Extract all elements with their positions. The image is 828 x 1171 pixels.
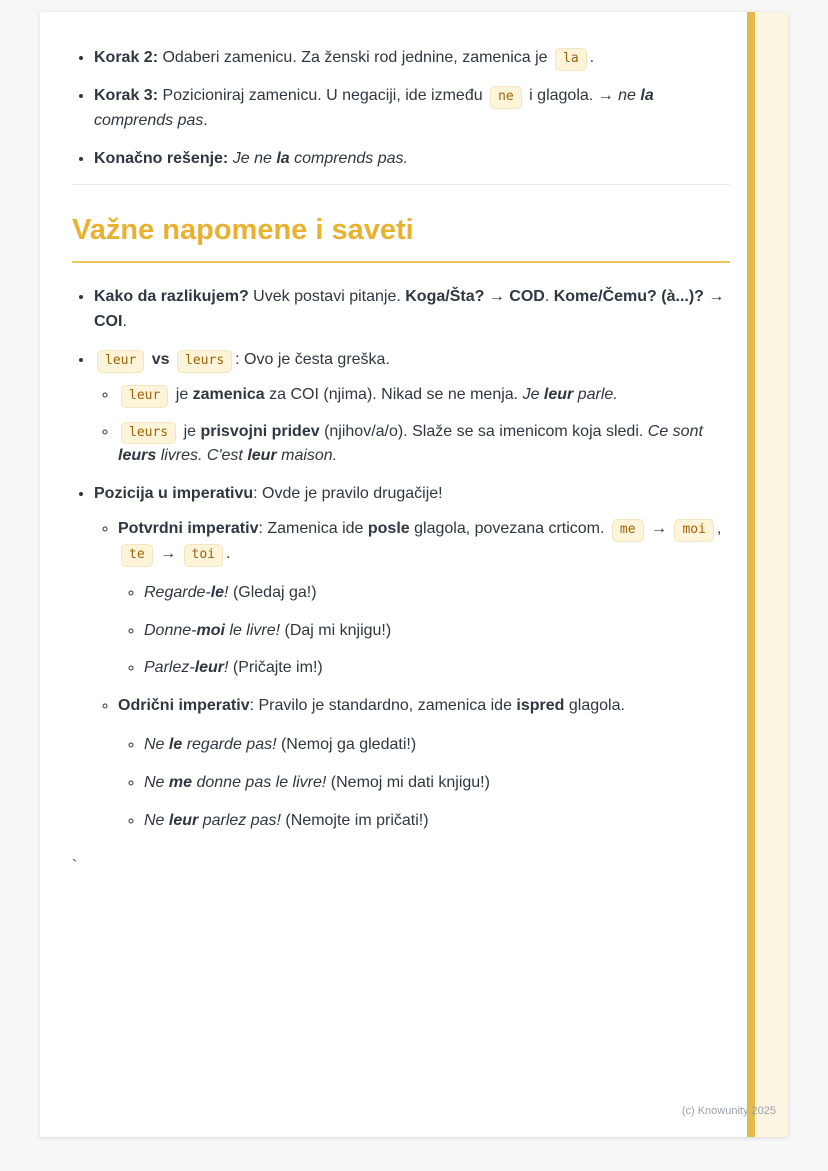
text-segment: Ne: [144, 811, 169, 829]
inline-code: leurs: [121, 422, 176, 445]
list-item-text: [94, 485, 443, 502]
text-segment: (njihov/a/o). Slaže se sa imenicom koja sledi.: [319, 422, 648, 440]
text-segment: (Pričajte im!): [228, 659, 323, 677]
text-segment: glagola, povezana crticom.: [409, 520, 609, 538]
text-segment: le livre!: [224, 621, 281, 639]
text-segment: la: [276, 149, 290, 167]
list-item: [118, 517, 730, 681]
list-item-text: [118, 697, 625, 714]
text-segment: livres. C'est: [156, 447, 248, 465]
text-segment: .: [589, 49, 595, 66]
text-segment: me: [168, 773, 193, 791]
text-segment: (Nemoj ga gledati!): [276, 736, 417, 753]
list-item-text: [94, 87, 654, 129]
text-segment: Kako da razlikujem?: [94, 288, 249, 306]
list-item-text: [144, 622, 391, 639]
text-segment: comprends pas: [94, 111, 204, 129]
text-segment: .: [203, 111, 208, 129]
text-segment: regarde pas!: [182, 736, 277, 753]
footer-copyright: (c) Knowunity 2025: [681, 1105, 776, 1117]
list-item: [144, 771, 730, 796]
content-area: [40, 12, 788, 879]
list-item-text: [144, 812, 429, 829]
list-item: [118, 420, 730, 470]
text-segment: Uvek postavi pitanje.: [248, 288, 406, 306]
text-segment: i glagola. →: [524, 86, 619, 104]
list-item: [94, 285, 730, 335]
text-segment: Kome/Čemu? (à...)? → COI: [94, 288, 725, 330]
list-item: [94, 46, 730, 71]
text-segment: parle.: [573, 385, 618, 403]
list-item-text: [118, 386, 618, 403]
text-segment: zamenica: [192, 385, 265, 403]
text-segment: →: [155, 544, 181, 562]
list-item-text: [118, 520, 721, 562]
inline-code: ne: [490, 86, 522, 109]
list-item: [144, 619, 730, 644]
list-item-text: [144, 659, 323, 676]
page-card: [40, 12, 788, 1137]
text-segment: .: [544, 288, 554, 306]
text-segment: Ce sont: [647, 422, 703, 440]
sublist: [94, 517, 730, 833]
text-segment: Koga/Šta? → COD: [405, 288, 545, 306]
list-item: [118, 383, 730, 408]
text-segment: Pozicija u imperativu: [94, 485, 254, 503]
text-segment: .: [226, 544, 231, 562]
list-item: [144, 809, 730, 834]
list-item-text: [94, 288, 724, 330]
list-item: [94, 147, 730, 172]
text-segment: : Ovo je česta greška.: [235, 350, 390, 368]
text-segment: Ne: [144, 736, 169, 753]
inline-code: leurs: [177, 350, 232, 373]
text-segment: : Ovde je pravilo drugačije!: [253, 485, 443, 503]
text-segment: leur: [194, 659, 225, 677]
text-segment: Odrični imperativ: [118, 697, 250, 715]
text-segment: Regarde-: [144, 583, 211, 601]
text-segment: leur: [168, 811, 199, 829]
text-segment: : Pravilo je standardno, zamenica ide: [249, 697, 517, 715]
text-segment: le: [168, 736, 183, 753]
text-segment: prisvojni pridev: [200, 422, 320, 440]
text-segment: posle: [367, 520, 410, 538]
list-item-text: [94, 150, 408, 167]
list-item: [118, 694, 730, 833]
sublist: [94, 383, 730, 470]
text-segment: Odaberi zamenicu. Za ženski rod jednine, zamenica je: [158, 49, 553, 66]
list-item: [144, 581, 730, 606]
text-segment: [170, 351, 174, 368]
stray-backtick-text: `: [72, 858, 78, 876]
list-item: [144, 656, 730, 681]
text-segment: ne: [618, 86, 641, 104]
text-segment: →: [646, 520, 672, 538]
text-segment: (Nemoj mi dati knjigu!): [326, 773, 490, 791]
text-segment: !: [224, 659, 229, 677]
text-segment: Konačno rešenje:: [94, 149, 229, 167]
list-item: [144, 733, 730, 758]
text-segment: le: [210, 583, 225, 601]
inline-code: toi: [184, 544, 223, 567]
text-segment: leurs: [118, 447, 157, 465]
inline-code: leur: [121, 385, 168, 408]
text-segment: la: [640, 86, 654, 104]
text-segment: moi: [196, 621, 225, 639]
inline-code: moi: [674, 519, 713, 542]
text-segment: Ne: [144, 773, 169, 791]
sublist: [118, 733, 730, 833]
text-segment: Donne-: [144, 621, 197, 639]
text-segment: (Daj mi knjigu!): [280, 621, 392, 639]
sublist: [118, 581, 730, 681]
list-item-text: [94, 351, 390, 368]
text-segment: Je: [522, 385, 544, 403]
text-segment: vs: [151, 350, 170, 368]
text-segment: parlez pas!: [198, 811, 281, 829]
text-segment: ,: [716, 520, 722, 538]
divider: [72, 184, 730, 185]
text-segment: !: [224, 583, 229, 601]
text-segment: je: [171, 385, 193, 403]
notes-list: [72, 285, 730, 833]
section-heading: Važne napomene i saveti: [72, 213, 730, 263]
text-segment: (Nemojte im pričati!): [280, 811, 429, 829]
text-segment: Pozicioniraj zamenicu. U negaciji, ide između: [158, 86, 488, 104]
text-segment: za COI (njima). Nikad se ne menja.: [264, 385, 523, 403]
list-item-text: [94, 49, 594, 66]
inline-code: me: [612, 519, 644, 542]
text-segment: .: [122, 312, 127, 330]
list-item: [94, 84, 730, 134]
text-segment: Je ne: [232, 149, 277, 167]
text-segment: Korak 3:: [94, 86, 159, 104]
list-item-text: [144, 736, 416, 753]
list-item-text: [144, 774, 490, 791]
text-segment: glagola.: [564, 697, 625, 715]
list-item: [94, 482, 730, 833]
text-segment: leur: [543, 385, 574, 403]
text-segment: : Zamenica ide: [258, 520, 368, 538]
text-segment: Parlez-: [144, 659, 195, 677]
text-segment: comprends pas.: [289, 149, 408, 167]
text-segment: je: [179, 422, 201, 440]
text-segment: Korak 2:: [94, 49, 159, 66]
text-segment: Potvrdni imperativ: [118, 520, 259, 538]
list-item: [94, 348, 730, 469]
text-segment: ispred: [516, 697, 565, 715]
inline-code: la: [555, 48, 587, 71]
steps-list: [72, 46, 730, 171]
list-item-text: [144, 584, 317, 601]
text-segment: donne pas le livre!: [192, 773, 327, 791]
text-segment: leur: [247, 447, 277, 465]
text-segment: maison.: [276, 447, 338, 465]
list-item-text: [118, 423, 703, 465]
text-segment: (Gledaj ga!): [228, 583, 317, 601]
inline-code: te: [121, 544, 153, 567]
inline-code: leur: [97, 350, 144, 373]
